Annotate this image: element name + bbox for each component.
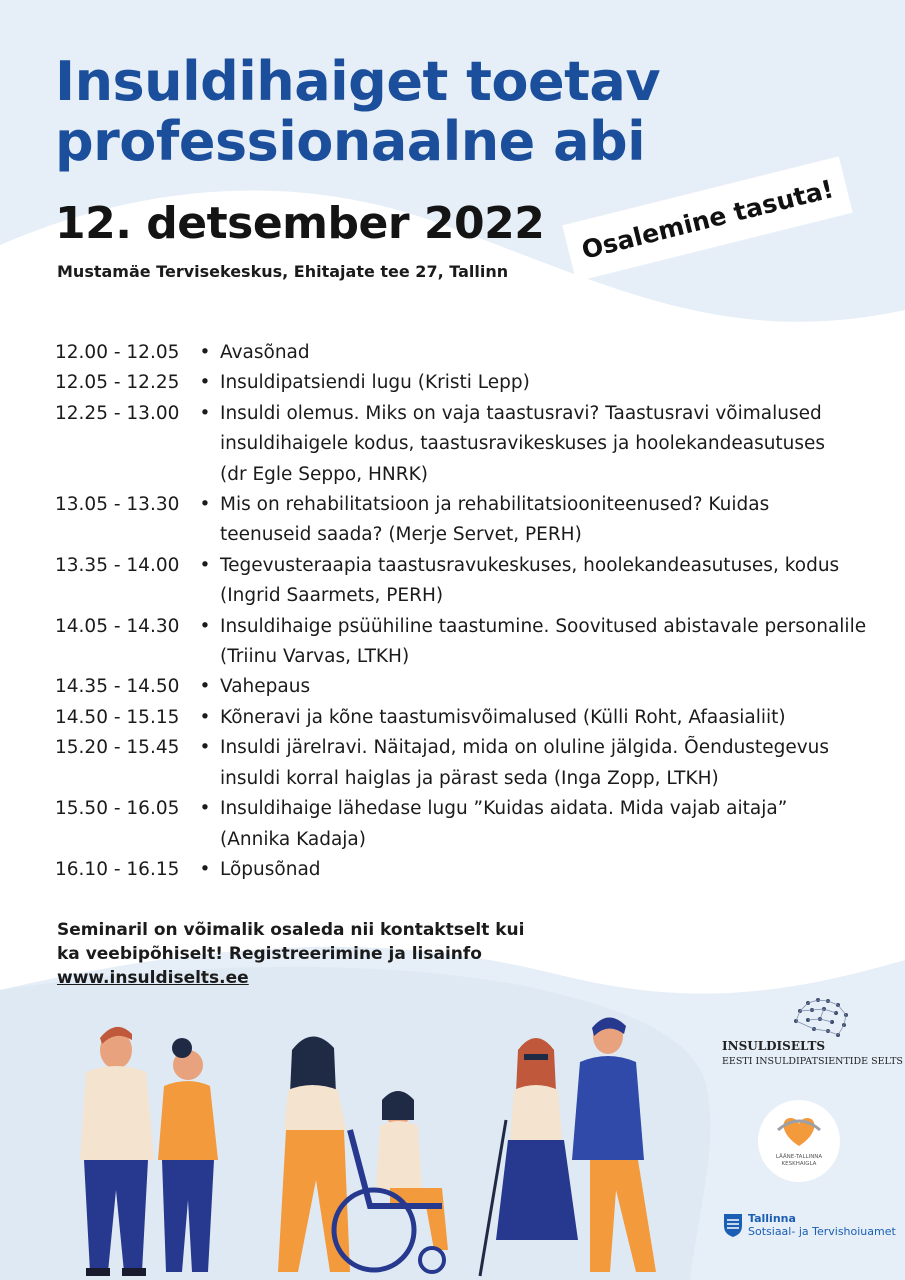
agenda-topic: Mis on rehabilitatsioon ja rehabilitatsiooniteenused? Kuidas teenuseid saada? (Merje Servet, PERH): [220, 494, 770, 546]
agenda-topic: Insuldipatsiendi lugu (Kristi Lepp): [220, 372, 530, 394]
agenda-time: 16.10 - 16.15: [55, 858, 180, 880]
agenda-time: 13.05 - 13.30: [55, 494, 180, 516]
man-blue-coat-figure: [572, 1017, 656, 1272]
tallinn-logo: [722, 1212, 896, 1242]
agenda-time: 13.35 - 14.00: [55, 554, 180, 576]
event-date: 12. detsember 2022: [55, 198, 545, 249]
agenda-topic: Lõpusõnad: [220, 858, 321, 880]
bullet-icon: •: [199, 615, 211, 637]
insuldiselts-name: INSULDISELTS: [722, 1039, 826, 1053]
agenda-row: [55, 794, 885, 855]
stamp-text: Osalemine tasuta!: [578, 173, 837, 265]
agenda-topic: Avasõnad: [220, 342, 310, 363]
bullet-icon: •: [199, 342, 211, 363]
website-link[interactable]: www.insuldiselts.ee: [57, 968, 249, 988]
wheelchair-figure: [334, 1091, 448, 1272]
bullet-icon: •: [199, 706, 211, 728]
agenda-time: 12.05 - 12.25: [55, 372, 180, 394]
brain-network-icon: [720, 995, 890, 1039]
bullet-icon: •: [199, 554, 211, 576]
bullet-icon: •: [199, 676, 211, 698]
tallinn-label: Tallinna: [748, 1212, 796, 1225]
agenda-topic: Insuldihaige lähedase lugu ”Kuidas aidata. Mida vajab aitaja” (Annika Kadaja): [220, 798, 788, 850]
agenda-row: [55, 733, 885, 794]
agenda-time: 15.20 - 15.45: [55, 737, 180, 759]
ltkh-caption: LÄÄNE-TALLINNA KESKHAIGLA: [775, 1154, 823, 1167]
ltkh-logo: [758, 1100, 840, 1182]
agenda-time: 12.25 - 13.00: [55, 402, 180, 424]
agenda-time: 15.50 - 16.05: [55, 798, 180, 820]
agenda-topic: Insuldi järelravi. Näitajad, mida on oluline jälgida. Õendustegevus insuldi korral haiglas ja pärast seda (Inga Zopp, LTKH): [220, 737, 830, 789]
agenda-time: 14.05 - 14.30: [55, 615, 180, 637]
registration-line-2: ka veebipõhiselt! Registreerimine ja lisainfo: [57, 944, 482, 964]
registration-line-1: Seminaril on võimalik osaleda nii kontaktselt kui: [57, 920, 525, 940]
caregiver-figure: [278, 1036, 350, 1272]
agenda-time: 14.50 - 15.15: [55, 706, 180, 728]
insuldiselts-logo: [720, 995, 903, 1075]
agenda-topic: Kõneravi ja kõne taastumisvõimalused (Külli Roht, Afaasialiit): [220, 706, 786, 728]
bullet-icon: •: [199, 858, 211, 880]
bullet-icon: •: [199, 737, 211, 759]
agenda-time: 14.35 - 14.50: [55, 676, 180, 698]
woman-with-cane-figure: [480, 1038, 578, 1276]
agenda-row: [55, 338, 885, 368]
agenda-topic: Insuldi olemus. Miks on vaja taastusravi? Taastusravi võimalused insuldihaigele kodus, taastusravikeskuses ja hoolekandeasutuses (dr Egle Seppo, HNRK): [220, 402, 826, 485]
heart-hands-icon: [758, 1100, 840, 1156]
page-title: [55, 52, 660, 172]
people-illustration: [50, 1010, 690, 1280]
agenda-row: [55, 703, 885, 733]
title-line-1: Insuldihaiget toetav: [55, 50, 661, 113]
agenda-topic: Insuldihaige psüühiline taastumine. Soovitused abistavale personalile (Triinu Varvas, LTKH): [220, 615, 867, 668]
insuldiselts-subtitle: EESTI INSULDIPATSIENTIDE SELTS: [722, 1056, 903, 1067]
agenda-row: [55, 399, 885, 490]
bullet-icon: •: [199, 372, 211, 394]
title-line-2: professionaalne abi: [55, 110, 646, 173]
agenda-row: [55, 551, 885, 612]
agenda-row: [55, 612, 885, 673]
bullet-icon: •: [199, 494, 211, 516]
man-figure: [80, 1027, 154, 1276]
agenda-row: [55, 672, 885, 702]
bullet-icon: •: [199, 402, 211, 424]
agenda-row: [55, 490, 885, 551]
registration-info: [57, 918, 527, 990]
agenda-time: 12.00 - 12.05: [55, 342, 180, 363]
bullet-icon: •: [199, 798, 211, 820]
agenda-list: [55, 338, 885, 885]
event-venue: Mustamäe Tervisekeskus, Ehitajate tee 27, Tallinn: [57, 262, 509, 281]
agenda-row: [55, 368, 885, 398]
agenda-topic: Vahepaus: [220, 676, 311, 698]
woman-orange-figure: [158, 1038, 218, 1272]
tallinn-department: Sotsiaal- ja Tervishoiuamet: [748, 1225, 896, 1238]
tallinn-coat-of-arms-icon: [722, 1212, 744, 1238]
agenda-topic: Tegevusteraapia taastusravukeskuses, hoolekandeasutuses, kodus (Ingrid Saarmets, PERH): [220, 554, 840, 607]
agenda-row: [55, 855, 885, 885]
